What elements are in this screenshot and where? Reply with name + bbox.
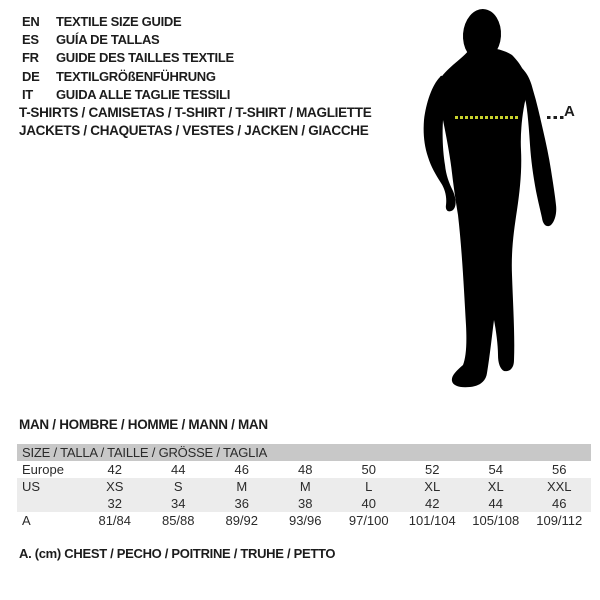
table-cell: 81/84 bbox=[98, 513, 132, 528]
language-label: TEXTILE SIZE GUIDE bbox=[56, 13, 182, 29]
table-row-numeric bbox=[17, 495, 591, 512]
language-row-es bbox=[22, 30, 234, 48]
garment-categories bbox=[19, 104, 371, 140]
table-cell: M bbox=[299, 479, 311, 494]
language-row-de bbox=[22, 67, 234, 85]
language-label: TEXTILGRÖßENFÜHRUNG bbox=[56, 68, 216, 84]
table-cell: 40 bbox=[361, 496, 376, 511]
table-cell: XS bbox=[106, 479, 124, 494]
table-cell: 89/92 bbox=[225, 513, 259, 528]
table-cell: 52 bbox=[425, 462, 440, 477]
language-label: GUIDA ALLE TAGLIE TESSILI bbox=[56, 87, 231, 103]
language-row-en bbox=[22, 12, 234, 30]
table-cell: 93/96 bbox=[288, 513, 322, 528]
table-cell: 32 bbox=[107, 496, 122, 511]
measurement-footnote: A. (cm) CHEST / PECHO / POITRINE / TRUHE / PETTO bbox=[19, 546, 336, 561]
table-cell: 44 bbox=[488, 496, 503, 511]
table-cell: 46 bbox=[552, 496, 567, 511]
table-row-us bbox=[17, 478, 591, 495]
language-code: EN bbox=[22, 13, 40, 29]
row-label: A bbox=[22, 513, 31, 528]
table-cell: XL bbox=[487, 479, 504, 494]
language-label: GUÍA DE TALLAS bbox=[56, 32, 160, 48]
table-cell: 42 bbox=[425, 496, 440, 511]
table-cell: 97/100 bbox=[348, 513, 389, 528]
table-cell: XXL bbox=[546, 479, 572, 494]
language-row-it bbox=[22, 86, 234, 104]
table-cell: 109/112 bbox=[536, 513, 583, 528]
size-table bbox=[17, 444, 591, 529]
table-cell: 50 bbox=[361, 462, 376, 477]
category-jackets: JACKETS / CHAQUETAS / VESTES / JACKEN / GIACCHE bbox=[19, 123, 369, 138]
chest-measure-dashes-on-body bbox=[455, 116, 518, 119]
table-cell: XL bbox=[424, 479, 441, 494]
table-cell: 34 bbox=[171, 496, 186, 511]
table-cell: 44 bbox=[171, 462, 186, 477]
table-cell: 56 bbox=[552, 462, 567, 477]
table-cell: 38 bbox=[298, 496, 313, 511]
table-cell: 101/104 bbox=[408, 513, 456, 528]
table-row-europe bbox=[17, 461, 591, 478]
table-cell: 105/108 bbox=[472, 513, 520, 528]
table-cell: L bbox=[365, 479, 373, 494]
table-cell: 36 bbox=[234, 496, 249, 511]
chest-measure-dashes-outside bbox=[547, 116, 564, 119]
language-label: GUIDE DES TAILLES TEXTILE bbox=[56, 50, 234, 66]
language-row-fr bbox=[22, 49, 234, 67]
table-cell: 54 bbox=[488, 462, 503, 477]
language-code: FR bbox=[22, 50, 39, 66]
language-code: ES bbox=[22, 32, 39, 48]
language-code: DE bbox=[22, 68, 40, 84]
table-cell: S bbox=[173, 479, 183, 494]
row-label: US bbox=[22, 479, 41, 494]
chest-measure-label: A bbox=[564, 103, 575, 120]
table-cell: 42 bbox=[107, 462, 122, 477]
language-code: IT bbox=[22, 87, 33, 103]
section-title-man: MAN / HOMBRE / HOMME / MANN / MAN bbox=[19, 417, 268, 432]
category-tshirts: T-SHIRTS / CAMISETAS / T-SHIRT / T-SHIRT / MAGLIETTE bbox=[19, 105, 372, 120]
table-cell: 48 bbox=[298, 462, 313, 477]
table-cell: M bbox=[236, 479, 248, 494]
man-silhouette-svg bbox=[418, 5, 563, 390]
row-label: Europe bbox=[22, 462, 64, 477]
language-list bbox=[22, 12, 234, 104]
table-cell: 85/88 bbox=[161, 513, 195, 528]
size-table-header: SIZE / TALLA / TAILLE / GRÖSSE / TAGLIA bbox=[17, 444, 591, 461]
table-row-chest-cm bbox=[17, 512, 591, 529]
man-silhouette bbox=[418, 5, 563, 390]
table-cell: 46 bbox=[234, 462, 249, 477]
